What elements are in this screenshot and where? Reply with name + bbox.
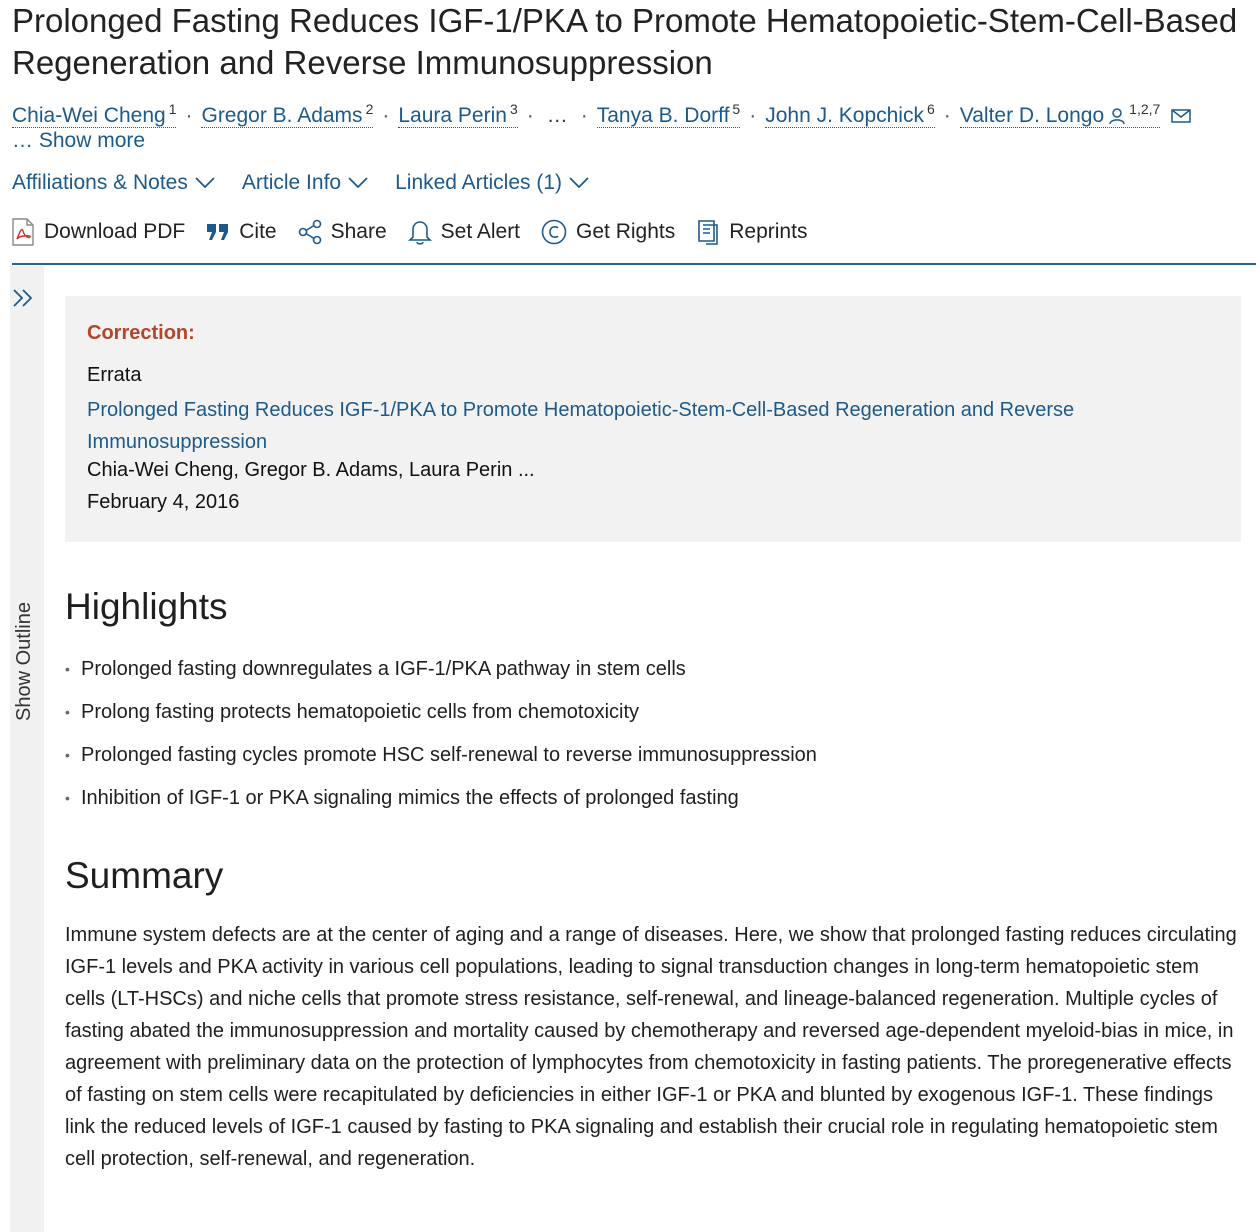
reprints-label: Reprints <box>729 220 808 243</box>
author-link[interactable]: Tanya B. Dorff $^5$ <box>596 101 741 127</box>
list-item: • Prolonged fasting downregulates a IGF-1/PKA pathway in stem cells <box>65 658 686 680</box>
list-item: • Inhibition of IGF-1 or PKA signaling mimics the effects of prolonged fasting <box>65 787 739 809</box>
chevron-down-icon <box>194 176 216 190</box>
summary-text: Immune system defects are at the center of aging and a range of diseases. Here, we show that prolonged fasting reduces circulating IGF-1 levels and PKA activity in various cell populations, leading to signal transduction changes in long-term hematopoietic stem cells (LT-HSCs) and niche cells that promote stress resistance, self-renewal, and lineage-balanced regeneration. Multiple cycles of fasting abated the immunosuppression and mortality caused by chemotherapy and reversed age-dependent myeloid-bias in mice, in agreement with preliminary data on the protection of lymphocytes from chemotoxicity in fasting patients. The proregenerative effects of fasting on stem cells were recapitulated by deficiencies in either IGF-1 or PKA and blunted by exogenous IGF-1. These findings link the reduced levels of IGF-1 caused by fasting to PKA signaling and establish their crucial role in regulating hematopoietic stem cell protection, self-renewal, and regeneration. <box>65 924 1237 1170</box>
outline-sidebar[interactable] <box>10 266 44 1232</box>
correction-authors: Chia-Wei Cheng, Gregor B. Adams, Laura Perin ... <box>87 459 535 481</box>
bell-icon <box>407 218 433 246</box>
copyright-icon <box>540 218 568 246</box>
download-pdf-label: Download PDF <box>44 220 186 243</box>
show-outline-label[interactable]: Show Outline <box>13 602 35 721</box>
linked-articles-label: Linked Articles (1) <box>395 171 562 194</box>
quote-icon <box>205 220 231 244</box>
set-alert-label: Set Alert <box>440 220 521 243</box>
authors-ellipsis: … <box>546 104 568 127</box>
highlights-heading: Highlights <box>65 586 228 627</box>
share-button[interactable] <box>297 216 387 248</box>
get-rights-label: Get Rights <box>576 220 676 243</box>
article-info-label: Article Info <box>241 171 342 194</box>
author-link[interactable]: Chia-Wei Cheng $^1$ <box>12 101 177 127</box>
author-link[interactable]: John J. Kopchick $^6$ <box>765 101 935 127</box>
toolbar-divider <box>12 263 1256 265</box>
chevron-down-icon <box>347 176 369 190</box>
reprints-icon <box>695 218 721 246</box>
envelope-icon[interactable] <box>1170 107 1192 125</box>
summary-heading: Summary <box>65 855 224 896</box>
author-link[interactable]: Gregor B. Adams $^2$ <box>201 101 374 127</box>
highlights-list <box>65 648 817 820</box>
person-icon <box>1108 107 1126 125</box>
share-icon <box>297 219 323 245</box>
author-link[interactable]: Laura Perin $^3$ <box>398 101 518 127</box>
author-list: Chia-Wei Cheng $^1$ · Gregor B. Adams $^2$ · Laura Perin $^3$ · … · Tanya B. Dorff $^5$ · John J. Kopchick $^6$ · Valter D. Longo $^{1,2,7}$ <box>12 94 1252 131</box>
pdf-file-icon <box>10 217 36 247</box>
cite-label: Cite <box>239 220 277 243</box>
chevron-down-icon <box>568 176 590 190</box>
set-alert-button[interactable] <box>407 216 520 248</box>
get-rights-button[interactable] <box>540 216 675 248</box>
article-toolbar <box>10 216 807 248</box>
affiliations-toggle[interactable] <box>12 168 216 198</box>
show-more-link[interactable]: … Show more <box>12 129 146 152</box>
reprints-button[interactable] <box>695 216 807 248</box>
correction-panel <box>65 296 1241 542</box>
correction-label: Correction: <box>87 322 195 344</box>
linked-articles-toggle[interactable] <box>395 168 590 198</box>
cite-button[interactable] <box>205 216 276 248</box>
download-pdf-button[interactable] <box>10 216 185 248</box>
correction-type: Errata <box>87 364 142 386</box>
list-item: • Prolong fasting protects hematopoietic cells from chemotoxicity <box>65 701 640 723</box>
article-meta-links <box>12 168 590 198</box>
double-chevron-right-icon[interactable] <box>11 286 37 310</box>
correction-article-link[interactable]: Prolonged Fasting Reduces IGF-1/PKA to Promote Hematopoietic-Stem-Cell-Based Regeneration and Reverse Immunosuppression <box>87 399 1075 453</box>
share-label: Share <box>330 220 387 243</box>
correction-date: February 4, 2016 <box>87 491 240 513</box>
list-item: • Prolonged fasting cycles promote HSC self-renewal to reverse immunosuppression <box>65 744 817 766</box>
show-more-authors[interactable] <box>12 126 145 156</box>
article-info-toggle[interactable] <box>242 168 369 198</box>
article-title: Prolonged Fasting Reduces IGF-1/PKA to Promote Hematopoietic-Stem-Cell-Based Regeneration and Reverse Immunosuppression <box>12 2 1238 81</box>
affiliations-label: Affiliations & Notes <box>12 171 188 194</box>
author-link[interactable]: Valter D. Longo $^{1,2,7}$ <box>959 101 1161 127</box>
